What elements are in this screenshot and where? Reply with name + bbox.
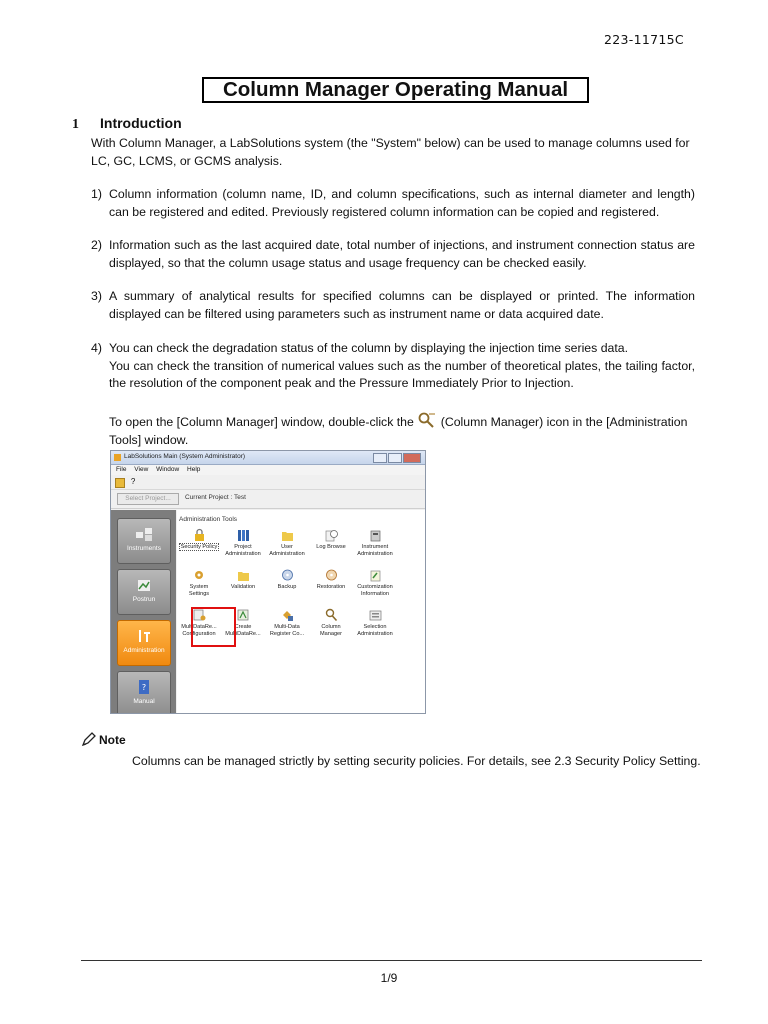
tool-system-settings[interactable] <box>177 568 221 597</box>
log-icon <box>324 528 339 542</box>
open-instruction <box>109 412 689 449</box>
tool-label: Validation <box>230 584 256 590</box>
minimize-icon[interactable] <box>373 453 387 463</box>
current-project: Current Project : Test <box>185 494 246 501</box>
tool-label-2: Settings <box>188 590 210 597</box>
tool-label: Instrument <box>361 544 389 550</box>
folder-icon <box>280 528 295 542</box>
labsolutions-window-screenshot <box>110 450 426 714</box>
tool-label-2: Administration <box>225 550 261 557</box>
register-icon <box>280 608 295 622</box>
window-controls <box>372 453 421 465</box>
list-text: You can check the degradation status of the column by displaying the injection time series data. <box>109 341 629 355</box>
tool-label: Create <box>234 624 252 630</box>
note-text: Columns can be managed strictly by setting security policies. For details, see 2.3 Security Policy Setting. <box>132 754 701 768</box>
tool-label-2: Information <box>361 590 389 597</box>
administration-icon <box>135 628 153 644</box>
tool-label: Multi-Data <box>274 624 300 630</box>
tool-security-policy[interactable] <box>177 528 221 551</box>
app-icon <box>114 454 121 461</box>
tool-validation[interactable] <box>221 568 265 591</box>
close-icon[interactable] <box>403 453 421 463</box>
tool-label: MultiDataRe... <box>181 624 217 630</box>
assistant-bar <box>111 510 176 713</box>
folder-icon[interactable] <box>115 478 125 488</box>
footer-divider <box>81 960 702 961</box>
tool-label: Backup <box>277 584 297 590</box>
tool-user-administration[interactable] <box>265 528 309 557</box>
svg-text:?: ? <box>141 683 147 692</box>
list-item <box>91 186 695 221</box>
sidebar-item-label: Manual <box>133 698 155 705</box>
menu-help[interactable]: Help <box>187 466 201 473</box>
postrun-icon <box>135 577 153 593</box>
create-icon <box>236 608 251 622</box>
menu-bar <box>111 465 425 475</box>
toolbar <box>111 475 425 490</box>
section-title: Introduction <box>100 115 182 131</box>
admin-tools-label: Administration Tools <box>179 516 238 523</box>
instruments-icon <box>135 526 153 542</box>
select-project-button[interactable]: Select Project... <box>117 493 179 505</box>
tool-project-administration[interactable] <box>221 528 265 557</box>
window-titlebar <box>111 451 425 465</box>
tool-column-manager[interactable] <box>309 608 353 637</box>
list-number: 3) <box>91 289 102 303</box>
pencil-icon <box>81 731 97 747</box>
list-text: Column information (column name, ID, and column specifications, such as internal diameter and length) can be registered and edited. Previously registered column information can be copied and registered. <box>109 187 695 219</box>
intro-paragraph: With Column Manager, a LabSolutions system (the "System" below) can be used to manage columns used for LC, GC, LCMS, or GCMS analysis. <box>91 136 690 168</box>
list-item <box>91 288 695 323</box>
tool-customization-information[interactable] <box>353 568 397 597</box>
menu-view[interactable]: View <box>134 466 149 473</box>
tool-restoration[interactable] <box>309 568 353 591</box>
list-text: Information such as the last acquired date, total number of injections, and instrument connection status are displayed, so that the column usage status and usage frequency can be checked easily. <box>109 238 695 270</box>
tool-label: Project <box>234 544 252 550</box>
books-icon <box>236 528 251 542</box>
tool-label: Selection <box>363 624 387 630</box>
project-bar <box>111 490 425 509</box>
tool-label-2: Administration <box>269 550 305 557</box>
tool-backup[interactable] <box>265 568 309 591</box>
folder-icon <box>236 568 251 582</box>
document-number: 223-11715C <box>604 32 684 47</box>
page-number: 1/9 <box>380 971 398 985</box>
list-number: 2) <box>91 238 102 252</box>
tool-label: Column <box>321 624 341 630</box>
sidebar-item-postrun[interactable] <box>117 569 171 615</box>
tool-selection-administration[interactable] <box>353 608 397 637</box>
tool-label-2: Register Co... <box>269 630 305 637</box>
tool-label: System <box>189 584 209 590</box>
tool-label: Customization <box>357 584 393 590</box>
sidebar-item-manual[interactable] <box>117 671 171 714</box>
help-icon[interactable]: ? <box>130 477 136 486</box>
column-manager-highlight <box>191 607 236 647</box>
tool-multidata-register[interactable] <box>265 608 309 637</box>
maximize-icon[interactable] <box>388 453 402 463</box>
list-number: 4) <box>91 341 102 355</box>
list-number: 1) <box>91 187 102 201</box>
list-item <box>91 237 695 272</box>
lock-icon <box>192 528 207 542</box>
sidebar-item-label: Instruments <box>127 545 161 552</box>
page-title: Column Manager Operating Manual <box>202 77 589 103</box>
note-label: Note <box>99 733 126 747</box>
list-text-continued: You can check the transition of numerical values such as the number of theoretical plates, the tailing factor, the resolution of the component peak and the Pressure Immediately Prior to Injection. <box>109 358 695 390</box>
menu-file[interactable]: File <box>116 466 127 473</box>
tool-label: User <box>281 544 293 550</box>
selection-icon <box>368 608 383 622</box>
customize-icon <box>368 568 383 582</box>
tool-label-2: Manager <box>319 630 343 637</box>
open-instruction-before: To open the [Column Manager] window, double-click the <box>109 415 414 429</box>
section-number: 1 <box>72 117 79 132</box>
menu-window[interactable]: Window <box>156 466 180 473</box>
tool-label: Log Browse <box>316 544 346 550</box>
tool-label-2: Configuration <box>182 630 216 637</box>
list-item <box>91 340 695 393</box>
disc-icon <box>324 568 339 582</box>
tool-label: Security Policy <box>180 544 218 550</box>
tool-log-browse[interactable] <box>309 528 353 551</box>
column-manager-icon <box>324 608 339 622</box>
manual-icon <box>135 679 153 695</box>
open-instruction-after: (Column Manager) icon in the [Administration Tools] window. <box>109 415 688 447</box>
disc-icon <box>280 568 295 582</box>
tool-label-2: Administration <box>357 630 393 637</box>
window-title: LabSolutions Main (System Administrator) <box>124 453 246 460</box>
tool-instrument-administration[interactable] <box>353 528 397 557</box>
list-text: A summary of analytical results for specified columns can be displayed or printed. The information displayed can be filtered using parameters such as instrument name or data acquired date. <box>109 289 695 321</box>
instrument-icon <box>368 528 383 542</box>
sidebar-item-label: Postrun <box>132 596 156 603</box>
tool-label-2: MultiDataRe... <box>225 630 261 637</box>
sidebar-item-label: Administration <box>123 647 165 654</box>
tool-label: Restoration <box>316 584 346 590</box>
sidebar-item-instruments[interactable] <box>117 518 171 564</box>
column-manager-icon <box>417 412 437 428</box>
note-heading <box>81 731 126 747</box>
section-heading <box>72 115 182 133</box>
gear-icon <box>192 568 207 582</box>
tool-label-2: Administration <box>357 550 393 557</box>
sidebar-item-administration[interactable] <box>117 620 171 666</box>
